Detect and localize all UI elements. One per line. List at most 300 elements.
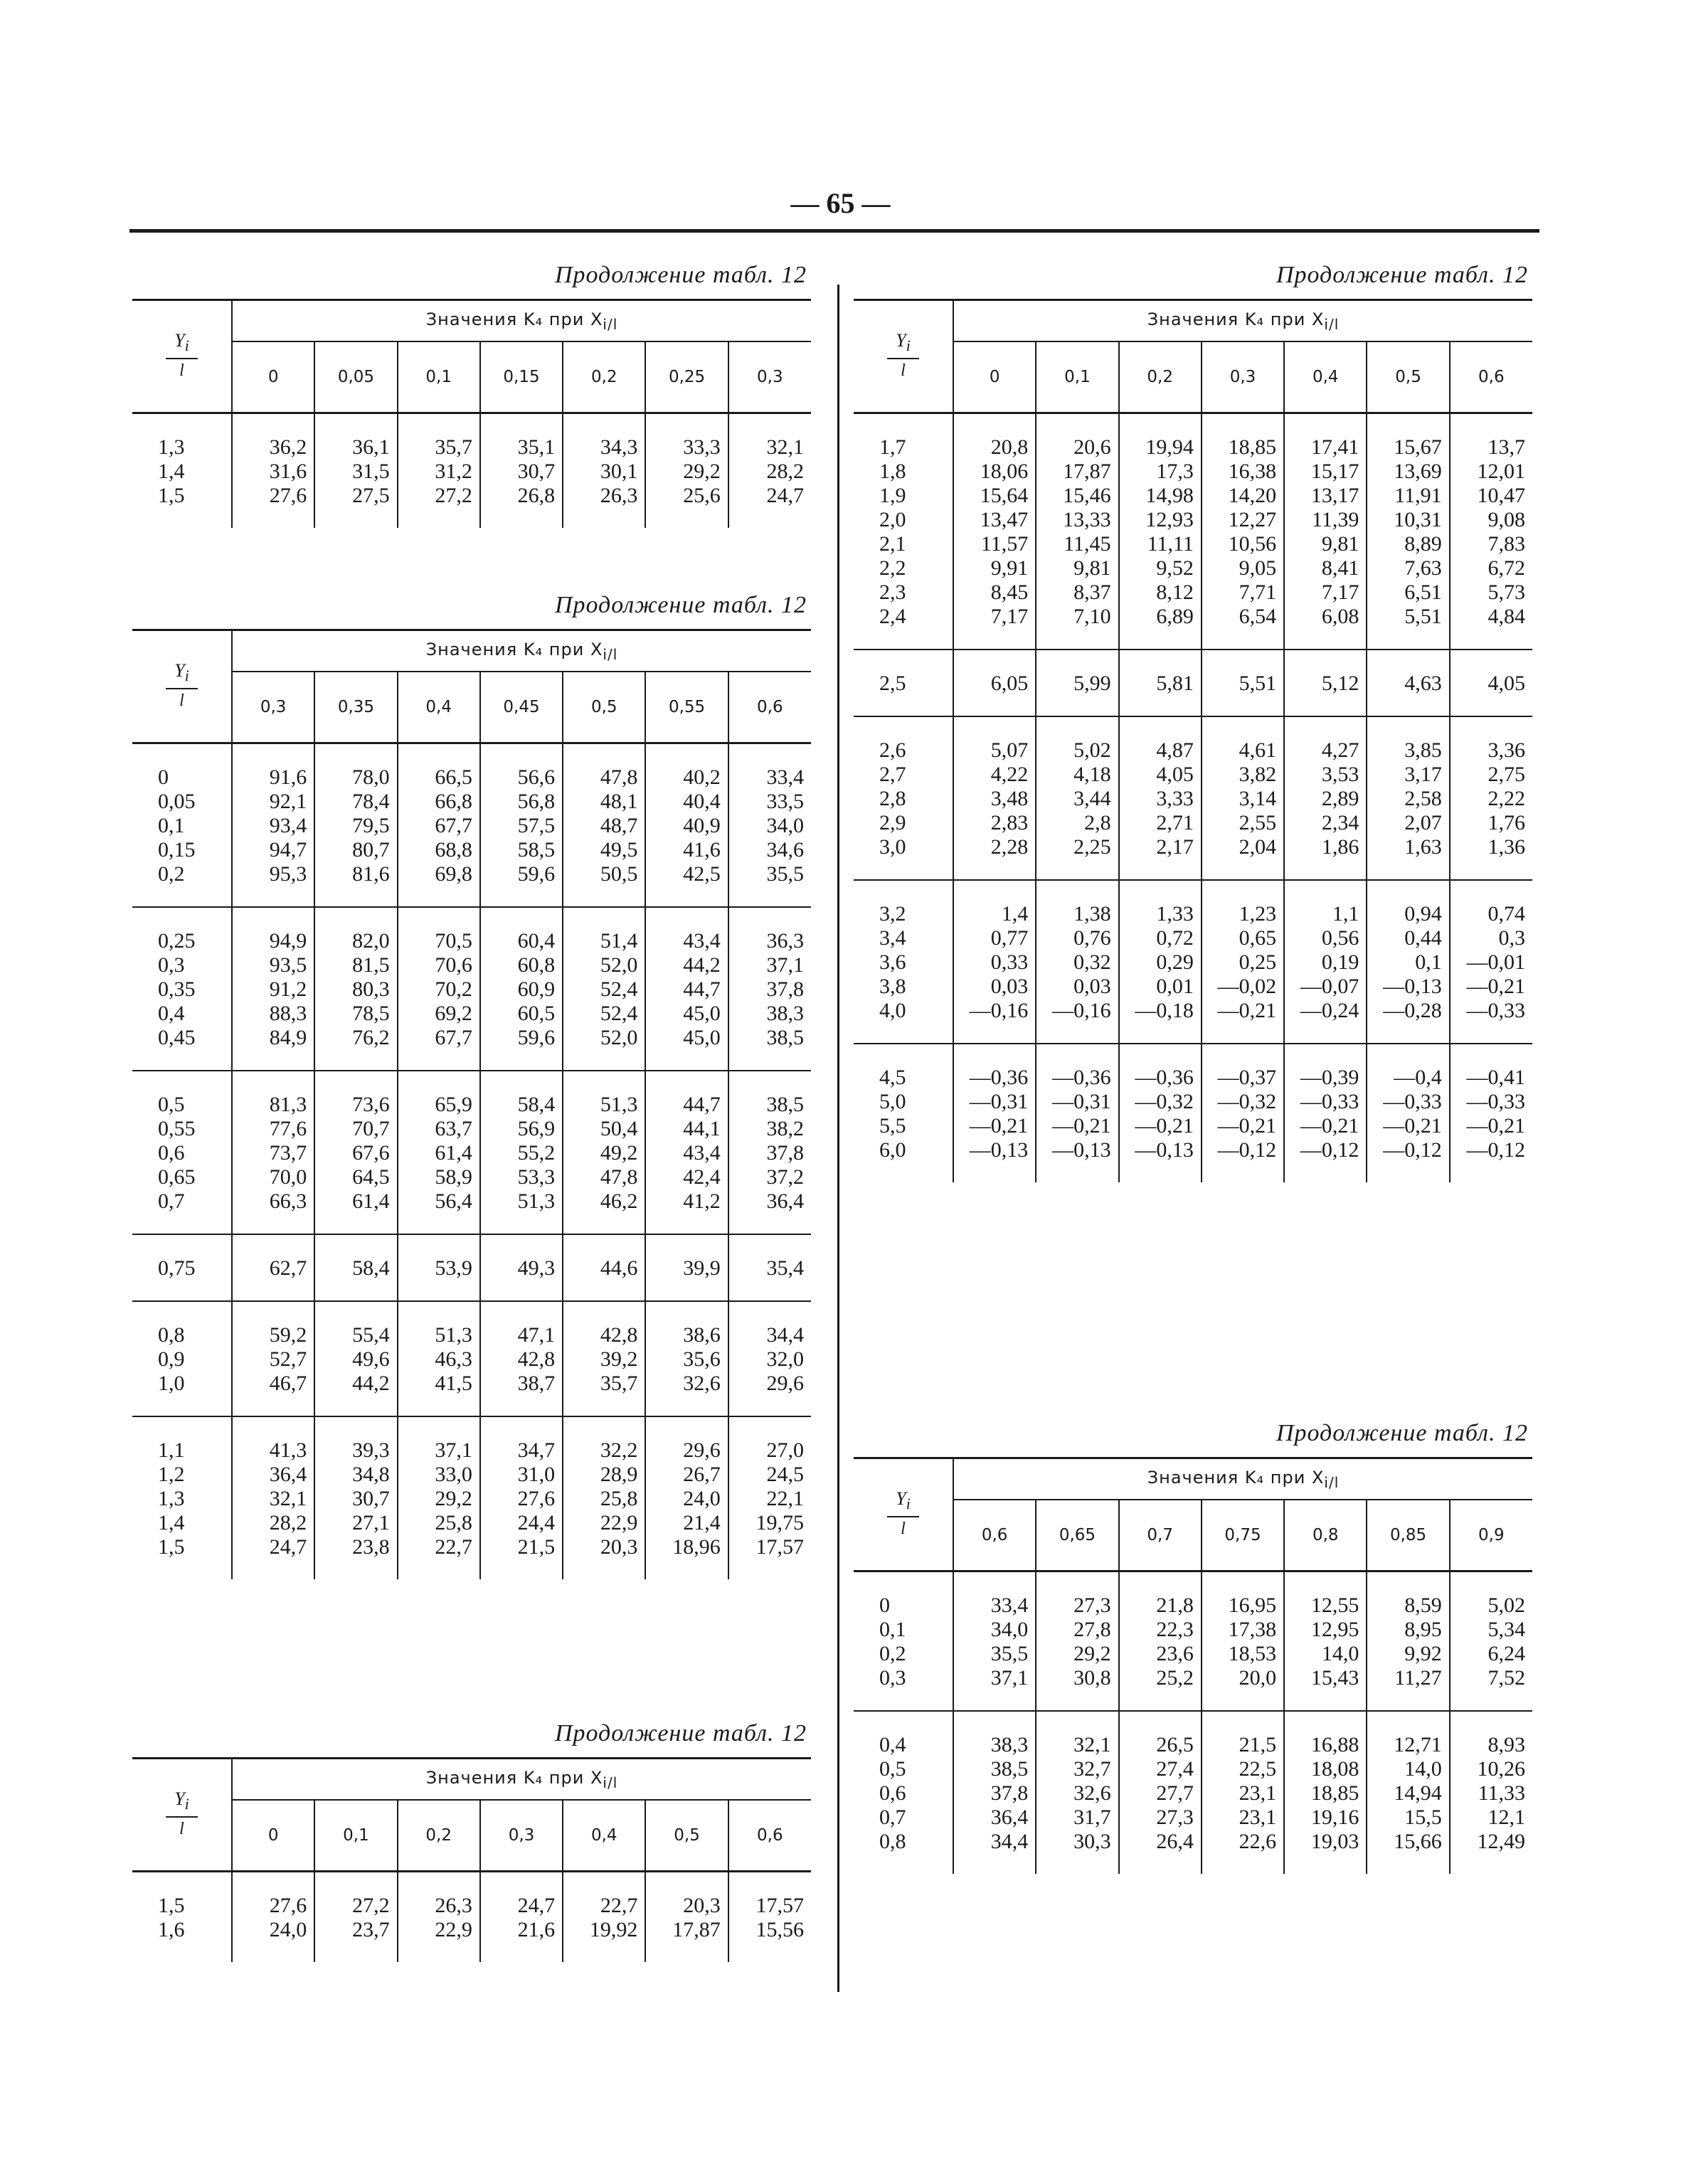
value: —0,12: [1300, 1138, 1359, 1162]
value: 14,0: [1404, 1757, 1442, 1781]
row-label: 2,2: [879, 556, 906, 580]
value-cell: [563, 1234, 645, 1301]
value: 61,4: [435, 1141, 472, 1165]
value: 29,6: [683, 1438, 721, 1462]
value: 59,6: [517, 1026, 556, 1049]
group-header: [953, 1458, 1532, 1500]
value: 4,05: [1488, 672, 1525, 695]
value-cell: [1202, 413, 1284, 650]
value-cell: [1367, 716, 1449, 880]
value: 26,5: [1156, 1733, 1194, 1756]
value: 80,7: [352, 838, 390, 862]
value-cell: [563, 1071, 645, 1234]
value-cell: [563, 413, 645, 529]
value: 29,2: [1073, 1642, 1111, 1665]
value: 26,4: [1156, 1830, 1194, 1853]
value: 52,4: [600, 1002, 638, 1025]
value: —0,21: [1466, 1114, 1525, 1138]
value: 46,2: [600, 1189, 638, 1213]
table-row-group: [854, 1044, 1532, 1182]
value: 32,1: [766, 435, 804, 459]
table-caption: Продолжение табл. 12: [554, 592, 807, 618]
value: 31,2: [435, 460, 472, 483]
value: 1,4: [1001, 902, 1029, 926]
value-cell: [1119, 1044, 1202, 1182]
value: 31,6: [269, 460, 307, 483]
value: 23,8: [352, 1535, 390, 1559]
value: 9,05: [1239, 556, 1277, 580]
value: 1,76: [1488, 811, 1525, 834]
value: 37,8: [766, 977, 804, 1001]
value: 9,52: [1156, 556, 1194, 580]
value: 49,6: [352, 1347, 390, 1371]
value-cell: [645, 1301, 728, 1416]
column-header: 0,4: [563, 1800, 645, 1872]
value: 8,12: [1156, 581, 1194, 604]
value: 33,5: [766, 790, 804, 813]
column-header: 0: [953, 341, 1036, 413]
column-header: 0: [232, 1800, 314, 1872]
value: 24,5: [766, 1463, 804, 1486]
row-label: 3,2: [879, 902, 906, 926]
value: 19,03: [1310, 1830, 1359, 1853]
value-cell: [314, 1071, 397, 1234]
value: 9,08: [1488, 508, 1525, 531]
y-subscript: i: [184, 667, 189, 684]
value: 0,29: [1156, 950, 1194, 974]
value-cell: [1450, 880, 1532, 1044]
value: 16,95: [1228, 1594, 1277, 1617]
value: 69,2: [435, 1002, 472, 1025]
value: 56,4: [435, 1189, 472, 1213]
value: 3,82: [1239, 763, 1277, 786]
row-label: 0,45: [158, 1026, 196, 1049]
value: —0,18: [1135, 999, 1194, 1022]
column-header: 0,6: [728, 672, 811, 743]
value: 6,05: [990, 672, 1029, 695]
value: 20,8: [990, 435, 1029, 459]
value: 50,5: [600, 862, 638, 886]
y-over-l-fraction: [166, 659, 198, 711]
value: 17,87: [1063, 460, 1111, 483]
l-symbol: l: [179, 1820, 184, 1839]
value: 48,1: [600, 790, 638, 813]
value: 38,2: [766, 1117, 804, 1140]
row-label-cell: [132, 743, 232, 908]
value: 22,9: [600, 1511, 638, 1534]
value: —0,36: [969, 1066, 1029, 1089]
value: 22,1: [766, 1487, 804, 1510]
value: —0,33: [1383, 1090, 1442, 1113]
value-cell: [1367, 880, 1449, 1044]
value: 60,5: [517, 1002, 556, 1025]
value: 70,6: [435, 953, 472, 977]
value: 2,75: [1488, 763, 1525, 786]
value-cell: [1202, 716, 1284, 880]
value: —0,33: [1466, 999, 1525, 1022]
value: 2,58: [1404, 787, 1442, 810]
value-cell: [728, 1872, 811, 1963]
value: —0,41: [1466, 1066, 1525, 1089]
value-cell: [1202, 1044, 1284, 1182]
value-cell: [232, 1234, 314, 1301]
value: 9,81: [1073, 556, 1111, 580]
value: 27,2: [435, 484, 472, 507]
value: 27,7: [1156, 1781, 1194, 1805]
value: 35,6: [683, 1347, 721, 1371]
row-label-header: [854, 300, 953, 413]
value: 46,7: [269, 1372, 307, 1395]
data-table: [854, 299, 1532, 1182]
value: 70,5: [435, 929, 472, 953]
value: 78,0: [352, 765, 390, 789]
value-cell: [563, 1301, 645, 1416]
group-header-text: Значения K₄ при X: [1147, 1467, 1325, 1488]
top-rule: [129, 229, 1539, 233]
value: 3,36: [1488, 738, 1525, 762]
value: 11,27: [1394, 1666, 1442, 1690]
y-subscript: i: [906, 1495, 911, 1512]
value-cell: [953, 716, 1036, 880]
value: 37,2: [766, 1165, 804, 1189]
value: —0,4: [1394, 1066, 1442, 1089]
value: 28,9: [600, 1463, 638, 1486]
value: 66,3: [269, 1189, 307, 1213]
value: 37,1: [990, 1666, 1029, 1690]
value: 94,9: [269, 929, 307, 953]
value: 1,36: [1488, 835, 1525, 859]
value: 84,9: [269, 1026, 307, 1049]
row-label: 2,8: [879, 787, 906, 810]
row-label: 1,8: [879, 460, 906, 483]
value: 10,31: [1394, 508, 1442, 531]
value: —0,31: [1052, 1090, 1111, 1113]
row-label-cell: [854, 650, 953, 716]
value-cell: [314, 1416, 397, 1579]
value: 40,2: [683, 765, 721, 789]
value: 27,6: [269, 1894, 307, 1917]
row-label-header: [854, 1458, 953, 1571]
value-cell: [232, 1416, 314, 1579]
value: 25,8: [435, 1511, 472, 1534]
value-cell: [953, 1571, 1036, 1712]
value-cell: [1450, 413, 1532, 650]
value: 21,5: [1239, 1733, 1277, 1756]
value: 34,8: [352, 1463, 390, 1486]
value: 24,7: [766, 484, 804, 507]
row-label: 1,7: [879, 435, 906, 459]
column-header: 0,75: [1202, 1500, 1284, 1571]
row-label: 3,4: [879, 926, 906, 950]
value: 24,0: [269, 1918, 307, 1941]
value: 13,17: [1310, 484, 1359, 507]
y-subscript: i: [184, 336, 189, 354]
value: 8,37: [1073, 581, 1111, 604]
value: 1,86: [1321, 835, 1359, 859]
value: 17,87: [672, 1918, 721, 1941]
value-cell: [1450, 1044, 1532, 1182]
value: 42,8: [600, 1323, 638, 1347]
table-block-t5: [854, 1420, 1532, 1874]
row-label-cell: [132, 1872, 232, 1963]
value: 51,4: [600, 929, 638, 953]
value: —0,32: [1135, 1090, 1194, 1113]
row-label: 0,55: [158, 1117, 196, 1140]
row-label: 4,0: [879, 999, 906, 1022]
value: 58,4: [352, 1256, 390, 1280]
value: —0,01: [1466, 950, 1525, 974]
table-row-group: [132, 1234, 811, 1301]
row-label: 0,8: [158, 1323, 185, 1347]
value-cell: [1284, 1571, 1367, 1712]
value: 15,43: [1310, 1666, 1359, 1690]
value: 1,1: [1332, 902, 1359, 926]
data-table: [132, 629, 811, 1579]
y-symbol: Y: [896, 329, 906, 351]
value: 7,71: [1239, 581, 1277, 604]
value: 67,7: [435, 1026, 472, 1049]
value: 5,34: [1488, 1618, 1525, 1641]
value: 34,0: [766, 814, 804, 837]
value: 32,7: [1073, 1757, 1111, 1781]
value: 38,5: [766, 1093, 804, 1116]
value: 13,33: [1063, 508, 1111, 531]
value: 3,14: [1239, 787, 1277, 810]
value: 35,4: [766, 1256, 804, 1280]
value: 14,20: [1228, 484, 1277, 507]
value: 29,2: [683, 460, 721, 483]
value: 0,33: [990, 950, 1029, 974]
value-cell: [480, 1071, 563, 1234]
value-cell: [1284, 1711, 1367, 1874]
group-header: [232, 1759, 811, 1801]
row-label: 3,8: [879, 975, 906, 998]
row-label-cell: [854, 1711, 953, 1874]
value: 12,71: [1394, 1733, 1442, 1756]
value-cell: [480, 1301, 563, 1416]
value: 26,3: [435, 1894, 472, 1917]
value: —0,16: [969, 999, 1029, 1022]
table-caption: Продолжение табл. 12: [1276, 1420, 1528, 1446]
value-cell: [1036, 716, 1118, 880]
value: 27,6: [269, 484, 307, 507]
value: 30,7: [352, 1487, 390, 1510]
value-cell: [480, 1234, 563, 1301]
column-divider: [837, 285, 839, 1992]
value: 73,6: [352, 1093, 390, 1116]
row-label: 2,6: [879, 738, 906, 762]
row-label: 0,7: [158, 1189, 185, 1213]
column-header: 0,25: [645, 341, 728, 413]
value: 0,74: [1488, 902, 1525, 926]
value: 0,3: [1498, 926, 1525, 950]
y-subscript: i: [906, 336, 911, 354]
value-cell: [1450, 1571, 1532, 1712]
row-label: 3,0: [879, 835, 906, 859]
value: 81,5: [352, 953, 390, 977]
data-table: [132, 1757, 811, 1962]
value-cell: [480, 907, 563, 1071]
value: 66,5: [435, 765, 472, 789]
value: 38,5: [766, 1026, 804, 1049]
value: 4,22: [990, 763, 1029, 786]
group-header: [953, 300, 1532, 342]
value: 93,5: [269, 953, 307, 977]
value: 12,1: [1488, 1806, 1525, 1829]
group-header: [232, 630, 811, 672]
value: 17,41: [1310, 435, 1359, 459]
value: 0,56: [1321, 926, 1359, 950]
value: 34,4: [766, 1323, 804, 1347]
row-label: 0,4: [879, 1733, 906, 1756]
value: 2,83: [990, 811, 1029, 834]
value: —0,21: [1383, 1114, 1442, 1138]
value: 25,2: [1156, 1666, 1194, 1690]
row-label-header: [132, 1759, 232, 1872]
row-label: 0,4: [158, 1002, 185, 1025]
table-caption: Продолжение табл. 12: [554, 262, 807, 288]
value: 22,6: [1239, 1830, 1277, 1853]
value: 47,8: [600, 1165, 638, 1189]
row-label: 1,5: [158, 1894, 185, 1917]
value: 36,4: [269, 1463, 307, 1486]
value: 13,69: [1394, 460, 1442, 483]
value: 7,63: [1404, 556, 1442, 580]
row-label-cell: [132, 1071, 232, 1234]
value: 70,2: [435, 977, 472, 1001]
value: 38,5: [990, 1757, 1029, 1781]
value: 23,7: [352, 1918, 390, 1941]
value: —0,12: [1466, 1138, 1525, 1162]
value: 19,16: [1310, 1806, 1359, 1829]
value: —0,21: [969, 1114, 1029, 1138]
value: 3,44: [1073, 787, 1111, 810]
value: 53,3: [517, 1165, 556, 1189]
row-label: 2,3: [879, 581, 906, 604]
value-cell: [398, 907, 480, 1071]
value: 57,5: [517, 814, 556, 837]
value-cell: [398, 743, 480, 908]
value: 35,1: [517, 435, 556, 459]
value: 22,9: [435, 1918, 472, 1941]
value: 37,8: [990, 1781, 1029, 1805]
value: 17,57: [755, 1535, 804, 1559]
value: 32,1: [1073, 1733, 1111, 1756]
value: 26,8: [517, 484, 556, 507]
group-header-subscript: i/l: [1324, 1473, 1340, 1491]
value: 2,71: [1156, 811, 1194, 834]
row-label: 0,3: [879, 1666, 906, 1690]
value: 42,5: [683, 862, 721, 886]
row-label: 0,7: [879, 1806, 906, 1829]
value: 21,4: [683, 1511, 721, 1534]
column-header: 0,4: [1284, 341, 1367, 413]
column-header: 0,6: [728, 1800, 811, 1872]
value: —0,21: [1217, 1114, 1277, 1138]
value: 55,4: [352, 1323, 390, 1347]
data-table: [854, 1457, 1532, 1874]
value: 10,26: [1477, 1757, 1525, 1781]
row-label: 0: [879, 1594, 890, 1617]
value: 5,73: [1488, 581, 1525, 604]
value-cell: [1202, 1711, 1284, 1874]
group-header-text: Значения K₄ при X: [425, 309, 603, 329]
column-header: 0,45: [480, 672, 563, 743]
value: 6,89: [1156, 605, 1194, 628]
row-label: 0,75: [158, 1256, 196, 1280]
value: 8,59: [1404, 1594, 1442, 1617]
value-cell: [1284, 650, 1367, 716]
row-label-cell: [132, 1234, 232, 1301]
row-label: 0,8: [879, 1830, 906, 1853]
value: 7,10: [1073, 605, 1111, 628]
value: 44,7: [683, 977, 721, 1001]
value: —0,16: [1052, 999, 1111, 1022]
row-label-cell: [854, 413, 953, 650]
value-cell: [398, 413, 480, 529]
value: 16,88: [1310, 1733, 1359, 1756]
value: 27,3: [1073, 1594, 1111, 1617]
value: 34,3: [600, 435, 638, 459]
value: 56,8: [517, 790, 556, 813]
column-header: 0,55: [645, 672, 728, 743]
value-cell: [1036, 1044, 1118, 1182]
value: 8,41: [1321, 556, 1359, 580]
group-header-subscript: i/l: [1324, 315, 1340, 333]
value-cell: [1450, 716, 1532, 880]
value: 21,5: [517, 1535, 556, 1559]
row-label: 2,9: [879, 811, 906, 834]
value-cell: [728, 1301, 811, 1416]
value: —0,33: [1300, 1090, 1359, 1113]
value: 2,07: [1404, 811, 1442, 834]
row-label: 0,2: [158, 862, 185, 886]
value: 15,46: [1063, 484, 1111, 507]
value: 33,4: [766, 765, 804, 789]
value: 35,7: [435, 435, 472, 459]
value: 2,25: [1073, 835, 1111, 859]
row-label: 5,0: [879, 1090, 906, 1113]
table-row-group: [132, 907, 811, 1071]
value: 2,22: [1488, 787, 1525, 810]
value: 12,49: [1477, 1830, 1525, 1853]
value: 18,53: [1228, 1642, 1277, 1665]
value: 66,8: [435, 790, 472, 813]
value: 48,7: [600, 814, 638, 837]
value: 79,5: [352, 814, 390, 837]
value: 36,4: [766, 1189, 804, 1213]
value: 15,64: [980, 484, 1029, 507]
value: 19,94: [1145, 435, 1194, 459]
row-label: 0,2: [879, 1642, 906, 1665]
value: 78,4: [352, 790, 390, 813]
value: 11,91: [1394, 484, 1442, 507]
value: 33,4: [990, 1594, 1029, 1617]
value: 12,95: [1310, 1618, 1359, 1641]
value: 16,38: [1228, 460, 1277, 483]
row-label: 1,5: [158, 1535, 185, 1559]
value-cell: [1119, 880, 1202, 1044]
value: 52,7: [269, 1347, 307, 1371]
y-symbol: Y: [174, 659, 185, 681]
value: 41,5: [435, 1372, 472, 1395]
value: 0,77: [990, 926, 1029, 950]
value: 9,92: [1404, 1642, 1442, 1665]
value: 0,03: [1073, 975, 1111, 998]
value: 2,04: [1239, 835, 1277, 859]
value: 44,6: [600, 1256, 638, 1280]
value: 82,0: [352, 929, 390, 953]
